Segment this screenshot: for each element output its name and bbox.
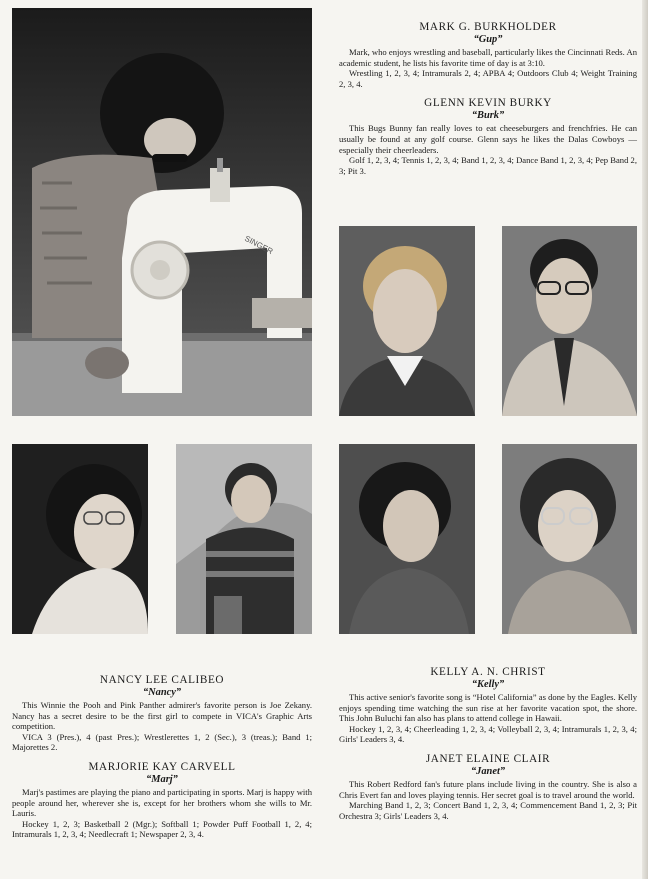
- student-name: GLENN KEVIN BURKY: [424, 97, 552, 110]
- student-name: NANCY LEE CALIBEO: [99, 674, 225, 686]
- bio-entry: [12, 761, 312, 840]
- student-nickname: “Marj”: [146, 773, 178, 785]
- student-bio: This active senior's favorite song is “Hotel California” as done by the Eagles. Kelly enjoys spending time watching the sun rise at her favorite vacation spot, the shore. This John Buluchi fan also has plans to attend college in Hawaii.: [339, 692, 637, 724]
- student-bio: This Bugs Bunny fan really loves to eat cheeseburgers and frenchfries. He can usually be found at any golf course. Glenn says he likes the Dalas Cowboys — especially their cheerleaders.: [339, 123, 637, 155]
- student-activities: Hockey 1, 2, 3, 4; Cheerleading 1, 2, 3, 4; Volleyball 2, 3, 4; Intramurals 1, 2, 3, 4; Girls' Leaders 3, 4.: [339, 723, 637, 745]
- portrait-photo-calibeo: [12, 444, 148, 634]
- student-activities: Marching Band 1, 2, 3; Concert Band 1, 2, 3, 4; Commencement Band 1, 2, 3; Pit Orchestra 3; Girls' Leaders 3, 4.: [339, 800, 637, 821]
- student-bio: Marj's pastimes are playing the piano and participating in sports. Marj is happy with people around her, wherever she is, except for her brothers whom she wills to Mr. Lauris.: [12, 786, 312, 819]
- portrait-illustration: [502, 226, 637, 416]
- portrait-photo-clair: [502, 444, 637, 634]
- portrait-photo-christ: [339, 444, 475, 634]
- sewing-machine-brand: SINGER: [243, 233, 275, 257]
- student-activities: Hockey 1, 2, 3; Basketball 2 (Mgr.); Softball 1; Powder Puff Football 1, 2, 4; Intramurals 1, 2, 3, 4; Needlecraft 1; Newspaper 2, 3, 4.: [12, 818, 312, 840]
- portrait-illustration: [12, 444, 148, 634]
- student-nickname: “Gup”: [473, 34, 503, 45]
- bio-column-right-top: [339, 21, 637, 176]
- bio-entry: [339, 97, 637, 176]
- student-name: MARJORIE KAY CARVELL: [88, 760, 236, 773]
- student-nickname: “Burk”: [471, 110, 505, 122]
- bio-column-left-bottom: [12, 674, 312, 840]
- student-bio: This Robert Redford fan's future plans include living in the country. She is also a Chris Evert fan and loves playing tennis. Her secret goal is to travel around the world.: [339, 778, 637, 800]
- student-nickname: “Janet”: [470, 765, 506, 777]
- bio-column-right-bottom: [339, 666, 637, 821]
- student-activities: Golf 1, 2, 3, 4; Tennis 1, 2, 3, 4; Band 1, 2, 3, 4; Dance Band 1, 2, 3, 4; Pep Band 2, 3; Pit 3.: [339, 155, 637, 176]
- student-name: JANET ELAINE CLAIR: [425, 752, 551, 765]
- portrait-illustration: [502, 444, 637, 634]
- portrait-photo-carvell: [176, 444, 312, 634]
- student-nickname: “Nancy”: [142, 687, 182, 698]
- candid-sewing-photo: [12, 8, 312, 416]
- student-bio: Mark, who enjoys wrestling and baseball, particularly likes the Cincinnati Reds. An academic student, he lists his favorite time of day is at 3:10.: [339, 47, 637, 68]
- page-edge: [642, 0, 648, 879]
- student-name: KELLY A. N. CHRIST: [430, 666, 546, 678]
- student-bio: This Winnie the Pooh and Pink Panther admirer's favorite person is Joe Zekany. Nancy has a secret desire to be the first girl to compete in VICA's Graphic Arts competition.: [12, 700, 312, 732]
- bio-entry: [339, 666, 637, 745]
- portrait-illustration: [339, 444, 475, 634]
- portrait-photo-burkholder: [339, 226, 475, 416]
- student-nickname: “Kelly”: [471, 679, 505, 690]
- sewing-scene-illustration: [12, 8, 312, 416]
- portrait-illustration: [339, 226, 475, 416]
- bio-entry: [339, 753, 637, 821]
- portrait-illustration: [176, 444, 312, 634]
- student-activities: VICA 3 (Pres.), 4 (past Pres.); Wrestlerettes 1, 2 (Sec.), 3 (treas.); Band 1; Majorettes 2.: [12, 731, 312, 753]
- portrait-photo-burky: [502, 226, 637, 416]
- bio-entry: [339, 21, 637, 89]
- student-activities: Wrestling 1, 2, 3, 4; Intramurals 2, 4; APBA 4; Outdoors Club 4; Weight Training 2, 3, 4.: [339, 68, 637, 89]
- bio-entry: [12, 674, 312, 753]
- student-name: MARK G. BURKHOLDER: [419, 21, 557, 33]
